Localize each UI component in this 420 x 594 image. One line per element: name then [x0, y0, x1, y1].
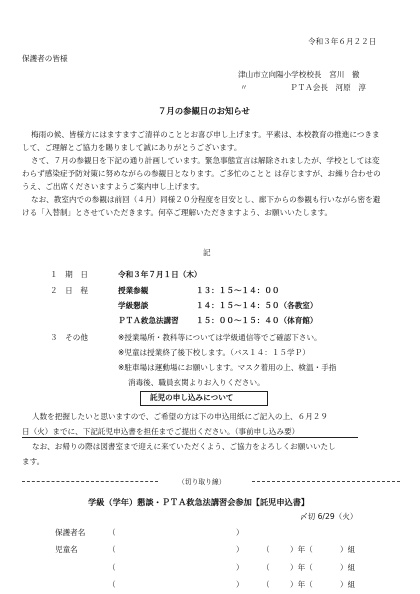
- child-1-kumi: ）組: [340, 545, 356, 554]
- child-3-open: （: [108, 580, 116, 589]
- note-1: ※授業場所・教科等については学級通信等でご確認下さい。: [118, 333, 322, 342]
- issue-date: 令和３年６月２２日: [308, 37, 377, 46]
- child-1-open: （: [108, 545, 116, 554]
- schedule-time-1: １３：１５～１４：００: [196, 286, 280, 295]
- childcare-line-4: ます。: [22, 457, 45, 466]
- ditto-mark: 〃: [240, 83, 248, 92]
- childcare-line-2: 日（火）までに、下記託児申込書を担任までご提出ください。（事前申し込み要）: [22, 427, 300, 436]
- schedule-time-2: １４：１５～１４：５０（各教室）: [196, 301, 318, 310]
- addressee: 保護者の皆様: [22, 54, 68, 63]
- schedule-name-3: ＰＴＡ救急法講習: [118, 316, 179, 325]
- note-3: ※駐車場は運動場にお願いします。マスク着用の上、検温・手指: [118, 363, 337, 372]
- note-4: 消毒後、職員玄関よりお入りください。: [128, 378, 265, 387]
- guardian-open-paren: （: [108, 528, 116, 537]
- document-title: ７月の参観日のお知らせ: [158, 106, 250, 116]
- child-1-nen: ）年（: [290, 545, 313, 554]
- schedule-name-1: 授業参観: [118, 286, 149, 295]
- child-1-open-2: （: [262, 545, 270, 554]
- child-1-close: ）: [236, 545, 244, 554]
- child-3-nen: ）年（: [290, 580, 313, 589]
- childcare-line-3: なお、お帰りの際は図書室まで迎えに来ていただくよう、ご協力をよろしくお願いいたし: [32, 442, 336, 451]
- guardian-label: 保護者名: [55, 528, 86, 537]
- date-label: １ 期 日: [50, 270, 88, 279]
- schedule-name-2: 学級懇談: [118, 301, 149, 310]
- other-label: ３ その他: [50, 333, 88, 342]
- paragraph-plan: さて、７月の参観日を下記の通り計画しています。緊急事態宣言は解除されましたが、学校としては変わらず感染症予防対策に努めながらの参観日となります。ご多忙のことと は存じますが、お繰り合わせのうえ、ご出席くださいますようご案内申し上げます。: [22, 156, 381, 191]
- cut-line-right: [252, 481, 400, 482]
- child-2-open: （: [108, 563, 116, 572]
- ki-heading: 記: [203, 248, 211, 257]
- date-value: 令和３年７月１日（木）: [118, 270, 202, 279]
- child-2-close: ）: [236, 563, 244, 572]
- childcare-line-1: 人数を把握したいと思いますので、ご希望の方は下の申込用紙にご記入の上、６月２９: [32, 412, 328, 421]
- child-3-open-2: （: [262, 580, 270, 589]
- sender-pta: ＰＴＡ会長 河原 淳: [290, 83, 366, 92]
- paragraph-note: なお、教室内での参観は前回（４月）同様２０分程度を目安とし、廊下からの参観も行いながら密を避ける「入替制」とさせていただきます。何卒ご理解いただきますよう、お願いいたします。: [22, 195, 381, 217]
- underline: [22, 437, 358, 438]
- childcare-title: 託児の申し込みについて: [150, 393, 234, 402]
- schedule-label: ２ 日 程: [50, 286, 88, 295]
- child-3-kumi: ）組: [340, 580, 356, 589]
- cut-line-left: [22, 481, 158, 482]
- sender-principal: 津山市立向陽小学校校長 宮川 徹: [238, 70, 360, 79]
- note-2: ※児童は授業終了後下校します。（バス１４：１５学Ｐ）: [118, 348, 310, 357]
- guardian-close-paren: ）: [236, 528, 244, 537]
- cut-label: （切り取り線）: [178, 478, 226, 486]
- schedule-time-3: １５：００～１５：４０（体育館）: [196, 316, 318, 325]
- child-2-nen: ）年（: [290, 563, 313, 572]
- child-2-open-2: （: [262, 563, 270, 572]
- child-label: 児童名: [55, 545, 78, 554]
- form-title: 学級（学年）懇談・ＰＴＡ救急法講習会参加【託児申込書】: [88, 497, 310, 507]
- paragraph-greeting: 梅雨の候、皆様方にはますますご清祥のこととお喜び申し上げます。平素は、本校教育の推進につきまして、ご理解とご協力を賜りまして誠にありがとうございます。: [22, 130, 380, 152]
- form-deadline: 〆切 6/29（火）: [300, 512, 358, 521]
- child-2-kumi: ）組: [340, 563, 356, 572]
- child-3-close: ）: [236, 580, 244, 589]
